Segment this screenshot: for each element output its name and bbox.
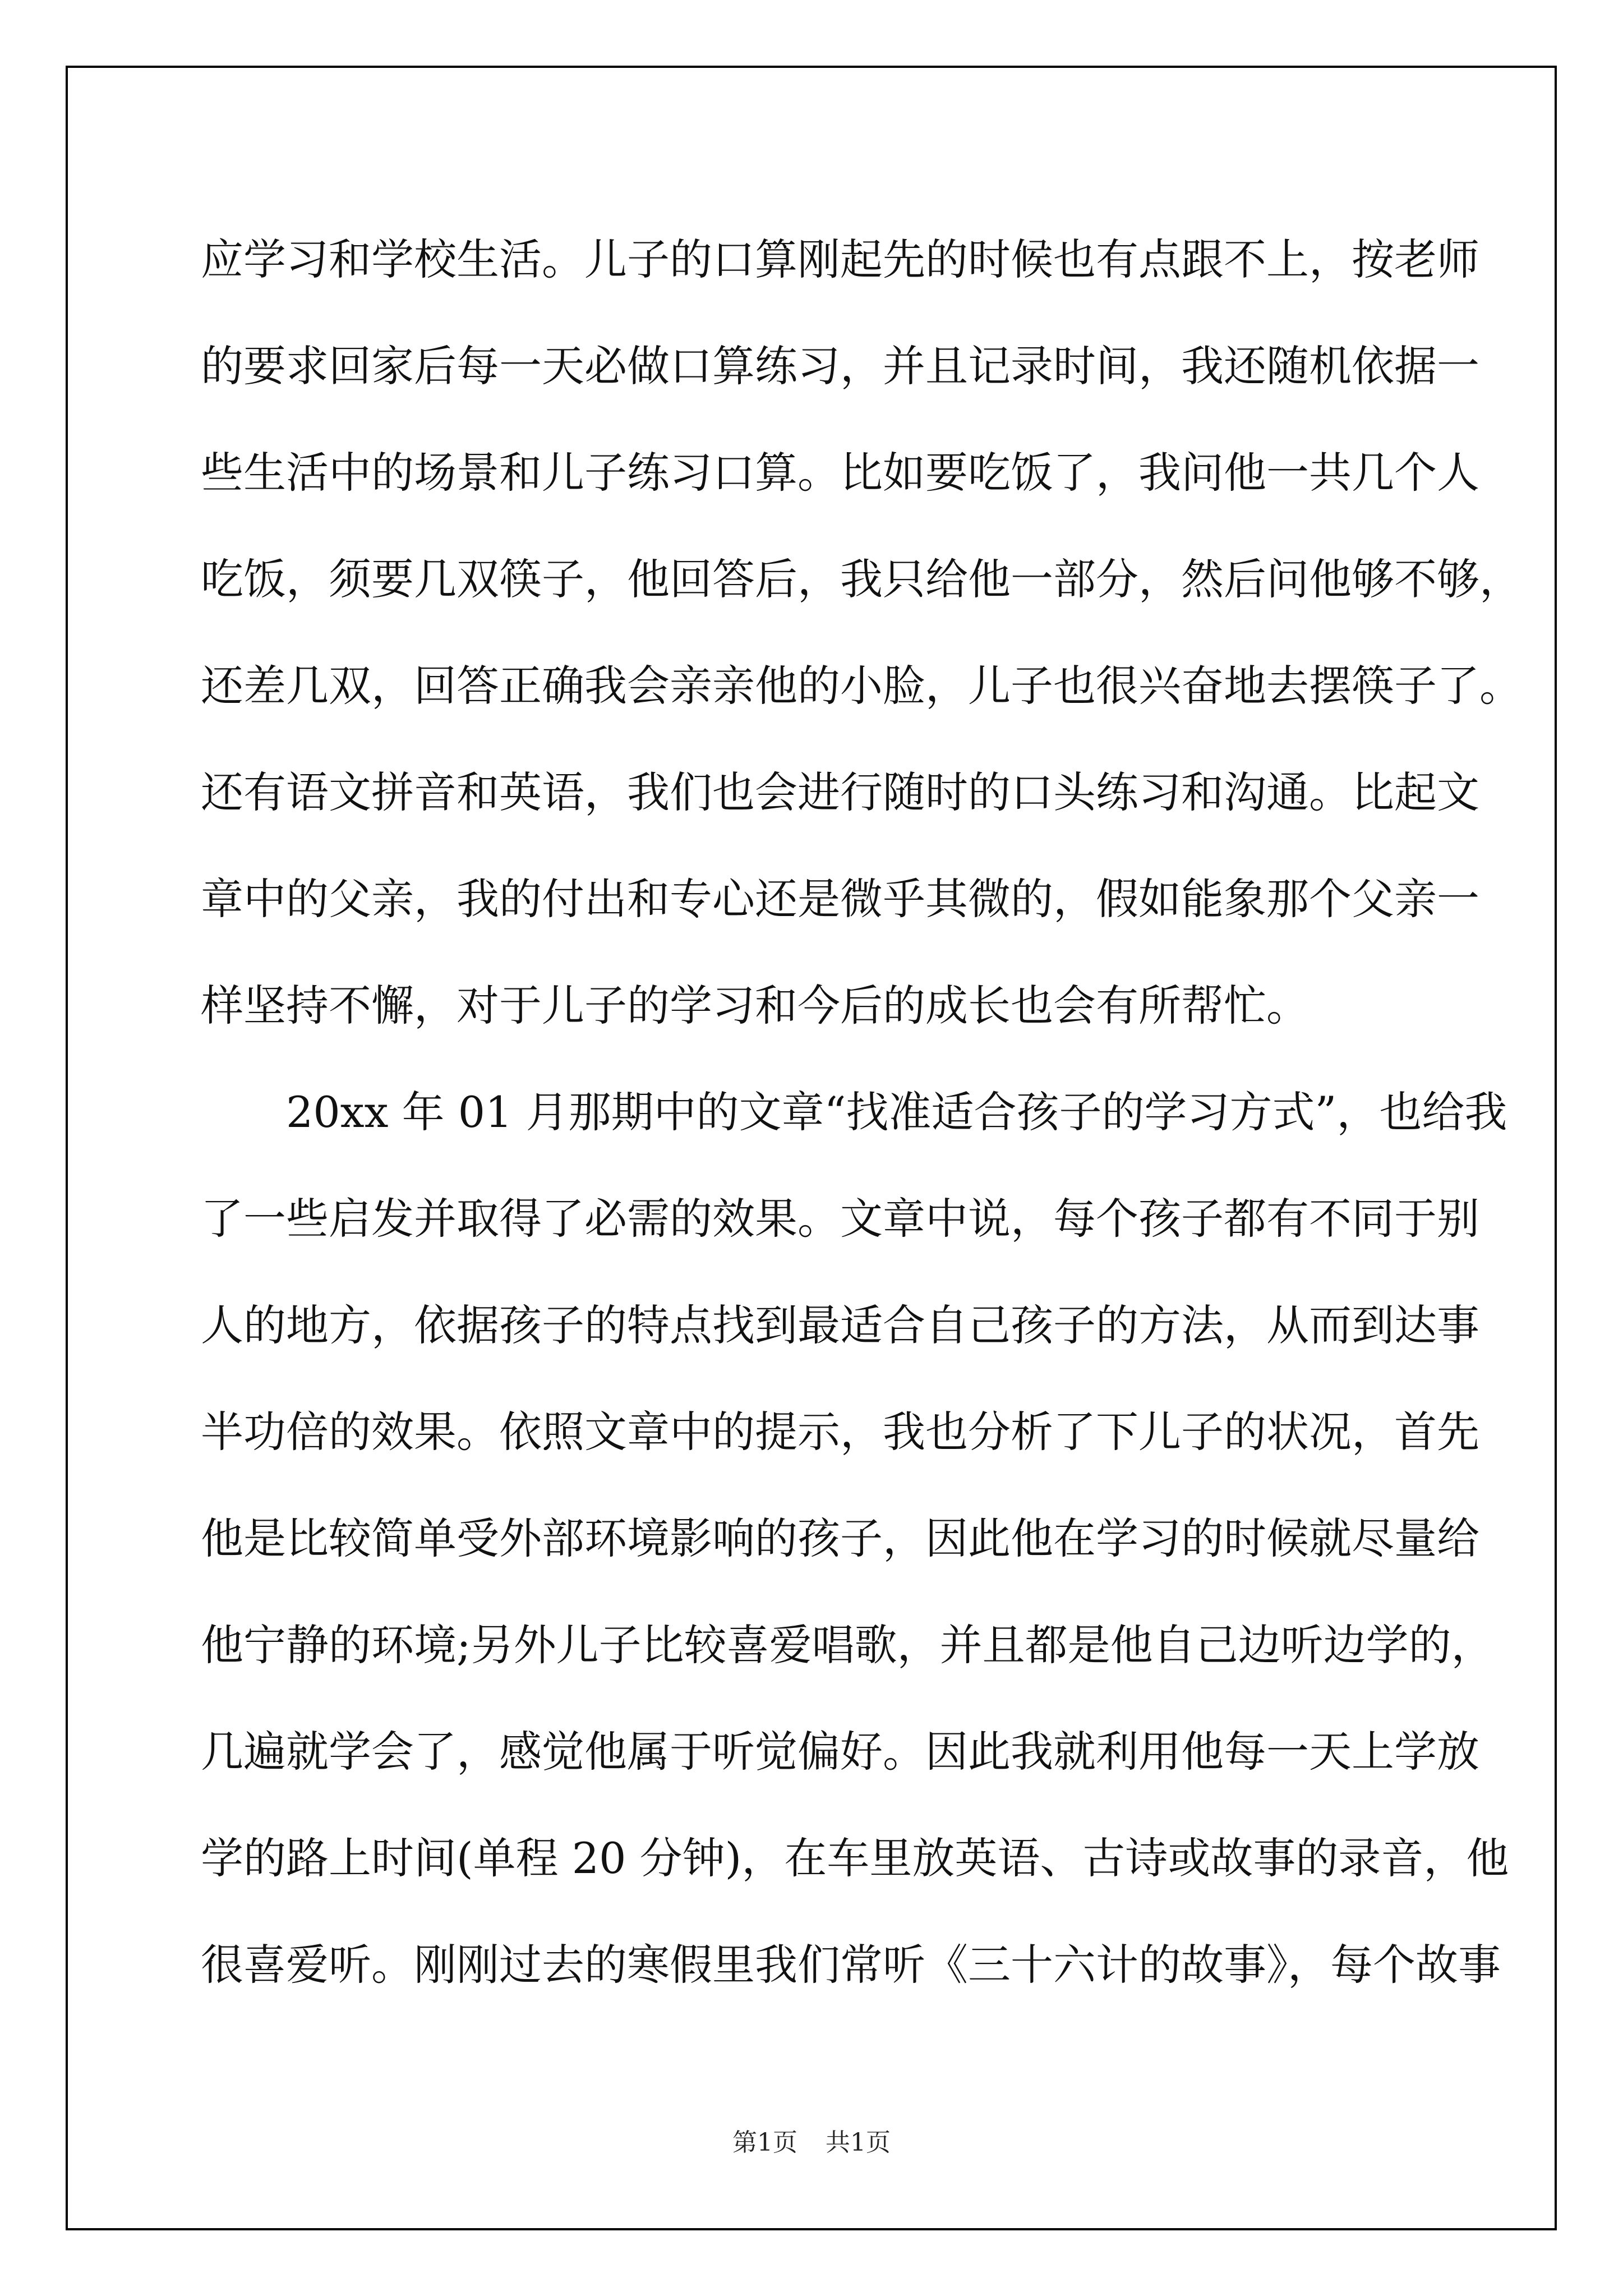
text-line: 很喜爱听。刚刚过去的寒假里我们常听《三十六计的故事》，每个故事 (201, 1940, 1501, 1990)
text-line: 些生活中的场景和儿子练习口算。比如要吃饭了，我问他一共几个人 (201, 448, 1479, 498)
text-line: 章中的父亲，我的付出和专心还是微乎其微的，假如能象那个父亲一 (201, 874, 1479, 924)
text-line: 人的地方，依据孩子的特点找到最适合自己孩子的方法，从而到达事 (201, 1300, 1479, 1350)
paragraph-start-line: 20xx 年 01 月那期中的文章“找准适合孩子的学习方式”，也给我 (286, 1087, 1507, 1137)
text-line: 他是比较简单受外部环境影响的孩子，因此他在学习的时候就尽量给 (201, 1513, 1479, 1563)
text-line: 半功倍的效果。依照文章中的提示，我也分析了下儿子的状况，首先 (201, 1407, 1479, 1457)
text-line: 还有语文拼音和英语，我们也会进行随时的口头练习和沟通。比起文 (201, 767, 1479, 817)
text-line: 几遍就学会了，感觉他属于听觉偏好。因此我就利用他每一天上学放 (201, 1727, 1479, 1777)
text-line: 应学习和学校生活。儿子的口算刚起先的时候也有点跟不上，按老师 (201, 234, 1479, 284)
page-total: 共1页 (826, 2128, 891, 2157)
page-number: 第1页 (732, 2128, 797, 2157)
text-line: 样坚持不懈，对于儿子的学习和今后的成长也会有所帮忙。 (201, 981, 1309, 1030)
text-line: 吃饭，须要几双筷子，他回答后，我只给他一部分，然后问他够不够， (201, 554, 1522, 604)
text-line: 还差几双，回答正确我会亲亲他的小脸，儿子也很兴奋地去摆筷子了。 (201, 661, 1522, 711)
page-footer (0, 2126, 1623, 2160)
text-line: 他宁静的环境;另外儿子比较喜爱唱歌，并且都是他自己边听边学的， (201, 1620, 1494, 1670)
text-line: 了一些启发并取得了必需的效果。文章中说，每个孩子都有不同于别 (201, 1194, 1479, 1244)
text-line: 的要求回家后每一天必做口算练习，并且记录时间，我还随机依据一 (201, 341, 1479, 391)
document-body (201, 206, 1522, 2018)
text-line: 学的路上时间(单程 20 分钟)，在车里放英语、古诗或故事的录音，他 (201, 1833, 1509, 1883)
